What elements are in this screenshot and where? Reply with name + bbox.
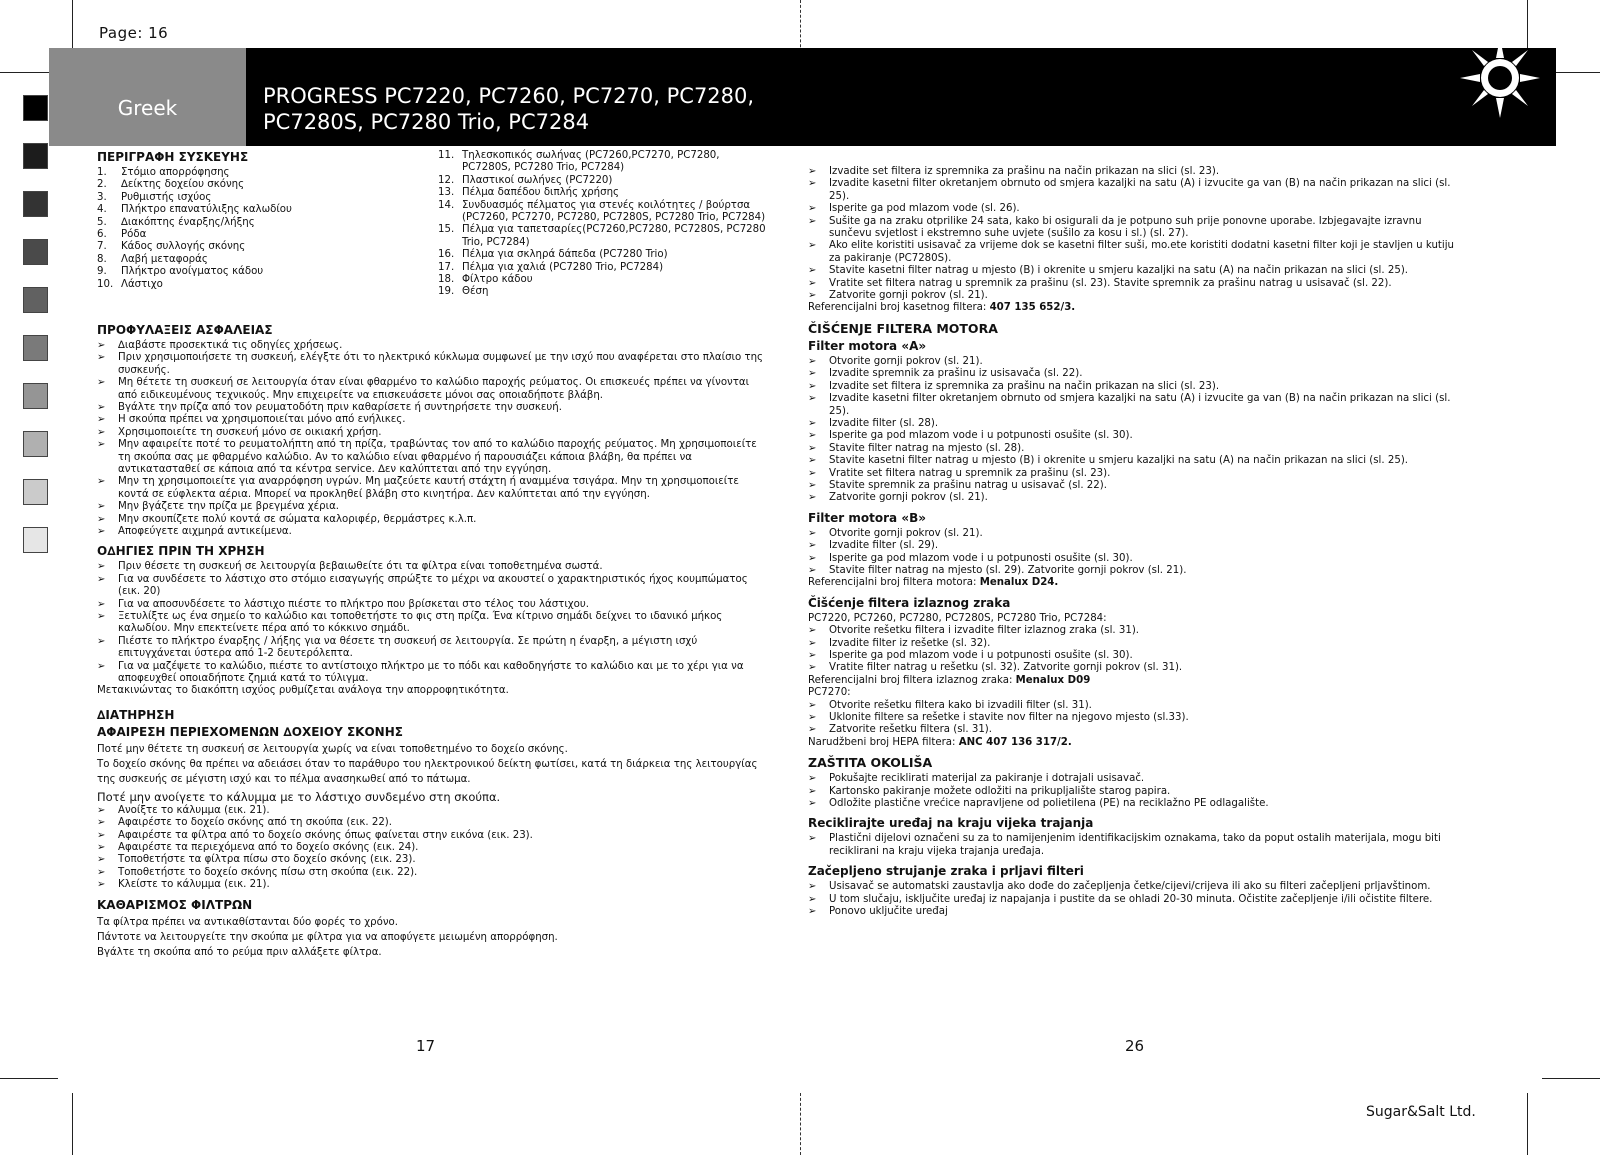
- bullet-item: ➢ Αφαιρέστε τα φίλτρα από το δοχείο σκόνης όπως φαίνεται στην εικόνα (εικ. 23).: [97, 830, 767, 842]
- bullet-item: ➢ Stavite kasetni filter natrag u mjesto (B) i okrenite u smjeru kazaljki na satu (A) na način prikazan na slici (sl. 25).: [808, 265, 1458, 277]
- bullet-item: ➢ Χρησιμοποιείτε τη συσκευή μόνο σε οικιακή χρήση.: [97, 427, 767, 439]
- bullet-item: ➢ Μην τη χρησιμοποιείτε για αναρρόφηση υγρών. Μη μαζεύετε καυτή στάχτη ή αναμμένα τσιγάρα. Μην τη χρησιμοποιείτε κοντά σε εύφλεκτα αέρια. Μπορεί να προκληθεί βλάβη στο κινητήρα. ∆εν καλύπτεται από την εγγύηση.: [97, 476, 767, 501]
- part-label: ∆είκτης δοχείου σκόνης: [121, 179, 245, 191]
- part-number: 7.: [97, 241, 107, 253]
- part-label: Κάδος συλλογής σκόνης: [121, 241, 246, 253]
- bullet-item: ➢ Zatvorite gornji pokrov (sl. 21).: [808, 492, 1458, 504]
- description-title: ΠΕΡΙΓΡΑΦΗ ΣΥΣΚΕΥΗΣ: [97, 150, 249, 164]
- bullet-item: ➢ Otvorite gornji pokrov (sl. 21).: [808, 356, 1458, 368]
- part-label: Πέλμα για χαλιά (PC7280 Trio, PC7284): [462, 261, 664, 273]
- color-swatch: [23, 431, 48, 457]
- motor-a-title: Filter motora «A»: [808, 338, 927, 353]
- motor-b-steps: [808, 528, 1458, 578]
- color-swatch: [23, 287, 48, 313]
- part-item: [438, 274, 767, 286]
- bullet-item: ➢ Stavite spremnik za prašinu natrag u usisavač (sl. 22).: [808, 480, 1458, 492]
- bullet-item: ➢ Vratite set filtera natrag u spremnik za prašinu (sl. 23). Stavite spremnik za prašinu natrag u usisavač (sl. 22).: [808, 278, 1458, 290]
- color-swatch: [23, 383, 48, 409]
- bullet-item: ➢ Izvadite set filtera iz spremnika za prašinu na način prikazan na slici (sl. 23).: [808, 166, 1458, 178]
- safety-title: ΠΡΟΦΥΛΑΞΕΙΣ ΑΣΦΑΛΕΙΑΣ: [97, 322, 273, 337]
- bullet-item: ➢ Izvadite filter (sl. 29).: [808, 540, 1458, 552]
- parts-list: [97, 167, 438, 291]
- ref-value: 407 135 652/3.: [989, 302, 1076, 314]
- bullet-item: ➢ Izvadite filter iz rešetke (sl. 32).: [808, 638, 1458, 650]
- part-label: Λάστιχο: [121, 278, 163, 290]
- pc7270-steps: [808, 700, 1458, 737]
- sun-logo-icon: [1460, 38, 1540, 118]
- part-item: [438, 249, 767, 261]
- page-number-left: 17: [416, 1037, 436, 1055]
- part-number: 12.: [438, 174, 455, 186]
- part-item: [97, 254, 438, 266]
- part-number: 10.: [97, 278, 114, 290]
- safety-list: [97, 340, 767, 539]
- part-item: [438, 200, 767, 225]
- part-item: [97, 179, 438, 191]
- bullet-item: ➢ Usisavač se automatski zaustavlja ako dođe do začepljenja četke/cijevi/crijeva ili ako su filteri začepljeni prljavštinom.: [808, 881, 1458, 893]
- blocked-steps: [808, 881, 1458, 918]
- bullet-item: ➢ Τοποθετήστε το δοχείο σκόνης πίσω στη σκούπα (εικ. 22).: [97, 867, 767, 879]
- bullet-item: ➢ Για να αποσυνδέσετε το λάστιχο πιέστε το πλήκτρο που βρίσκεται στο τέλος του λάστιχου.: [97, 599, 767, 611]
- ref-motor: [808, 577, 1458, 589]
- part-label: Φίλτρο κάδου: [462, 274, 533, 286]
- part-item: [438, 175, 767, 187]
- bullet-item: ➢ Vratite set filtera natrag u spremnik za prašinu (sl. 23).: [808, 468, 1458, 480]
- bullet-item: ➢ Βγάλτε την πρίζα από τον ρευματοδότη πριν καθαρίσετε ή συντηρήσετε την συσκευή.: [97, 402, 767, 414]
- environment-steps: [808, 773, 1458, 810]
- page-number-right: 26: [1125, 1037, 1145, 1055]
- outlet-title: Čišćenje filtera izlaznog zraka: [808, 595, 1011, 610]
- part-item: [97, 192, 438, 204]
- bullet-item: ➢ Stavite filter natrag na mjesto (sl. 29). Zatvorite gornji pokrov (sl. 21).: [808, 565, 1458, 577]
- bullet-item: ➢ Otvorite gornji pokrov (sl. 21).: [808, 528, 1458, 540]
- dust-paragraph: Το δοχείο σκόνης θα πρέπει να αδειάσει όταν το παράθυρο του ηλεκτρονικού δείκτη φωτίσει, κατά τη διάρκεια της λειτουργίας της συσκευής σε μέγιστη ισχύ και το πέλμα ανασηκωθεί από το πάτωμα.: [97, 758, 758, 785]
- ref-label: Referencijalni broj kasetnog filtera:: [808, 302, 990, 314]
- bullet-item: ➢ ∆ιαβάστε προσεκτικά τις οδηγίες χρήσεως.: [97, 340, 767, 352]
- part-label: Ρόδα: [121, 229, 147, 241]
- bullet-item: ➢ Zatvorite rešetku filtera (sl. 31).: [808, 724, 1458, 736]
- instructions-note: Μετακινώντας το διακόπτη ισχύος ρυθμίζεται ανάλογα την απορροφητικότητα.: [97, 685, 509, 697]
- bullet-item: ➢ Izvadite filter (sl. 28).: [808, 418, 1458, 430]
- ref-label: Referencijalni broj filtera motora:: [808, 577, 980, 589]
- recycle-steps: [808, 833, 1458, 858]
- bullet-item: ➢ Μη θέτετε τη συσκευή σε λειτουργία όταν είναι φθαρμένο το καλώδιο παροχής ρεύματος. Οι επισκευές πρέπει να γίνονται από ειδικευμένους τεχνικούς. Μην επιχειρείτε να επισκευάσετε μόνοι σας οποιαδήποτε βλάβη.: [97, 377, 767, 402]
- bullet-item: ➢ Πριν θέσετε τη συσκευή σε λειτουργία βεβαιωθείτε ότι τα φίλτρα είναι τοποθετημένα σωστά.: [97, 561, 767, 573]
- filter-title: ΚΑΘΑΡΙΣΜΟΣ ΦΙΛΤΡΩΝ: [97, 897, 253, 912]
- part-number: 15.: [438, 224, 455, 236]
- crop-mark: [1527, 1093, 1528, 1155]
- bullet-item: ➢ Izvadite kasetni filter okretanjem obrnuto od smjera kazaljki na satu (A) i izvucite ga van (B) na način prikazan na slici (sl. 25).: [808, 178, 1458, 203]
- bullet-item: ➢ Vratite filter natrag u rešetku (sl. 32). Zatvorite gornji pokrov (sl. 31).: [808, 662, 1458, 674]
- ref-value: Menalux D09: [1015, 674, 1091, 686]
- dust-paragraph: Ποτέ μην θέτετε τη συσκευή σε λειτουργία χωρίς να είναι τοποθετημένο το δοχείο σκόνης.: [97, 743, 568, 755]
- bullet-item: ➢ Μην σκουπίζετε πολύ κοντά σε σώματα καλοριφέρ, θερμάστρες κ.λ.π.: [97, 514, 767, 526]
- outlet-models: PC7220, PC7260, PC7280, PC7280S, PC7280 Trio, PC7284:: [808, 612, 1107, 624]
- color-swatch: [23, 527, 48, 553]
- bullet-item: ➢ Κλείστε το κάλυμμα (εικ. 21).: [97, 879, 767, 891]
- motor-b-title: Filter motora «B»: [808, 510, 926, 525]
- part-item: [97, 241, 438, 253]
- part-label: Ρυθμιστής ισχύος: [121, 191, 212, 203]
- part-label: Συνδυασμός πέλματος για στενές κοιλότητες / βούρτσα (PC7260, PC7270, PC7280, PC7280S, PC7280 Trio, PC7284): [462, 199, 766, 224]
- croatian-column: [808, 166, 1458, 919]
- bullet-item: ➢ U tom slučaju, isključite uređaj iz napajanja i pustite da se ohladi 20-30 minuta. Očistite začepljenje i/ili očistite filtere.: [808, 894, 1458, 906]
- bullet-item: ➢ Isperite ga pod mlazom vode i u potpunosti osušite (sl. 30).: [808, 553, 1458, 565]
- bullet-item: ➢ Isperite ga pod mlazom vode i u potpunosti osušite (sl. 30).: [808, 650, 1458, 662]
- crop-mark: [0, 1078, 58, 1079]
- part-number: 6.: [97, 229, 107, 241]
- bullet-item: ➢ Izvadite kasetni filter okretanjem obrnuto od smjera kazaljki na satu (A) i izvucite ga van (B) na način prikazan na slici (sl. 25).: [808, 393, 1458, 418]
- product-title: PROGRESS PC7220, PC7260, PC7270, PC7280, PC7280S, PC7280 Trio, PC7284: [263, 84, 755, 134]
- paragraph-line: Βγάλτε τη σκούπα από το ρεύμα πριν αλλάξετε φίλτρα.: [97, 946, 382, 958]
- bullet-item: ➢ Stavite kasetni filter natrag u mjesto (B) i okrenite u smjeru kazaljki na satu (A) na način prikazan na slici (sl. 25).: [808, 455, 1458, 467]
- bullet-item: ➢ Αφαιρέστε τα περιεχόμενα από το δοχείο σκόνης (εικ. 24).: [97, 842, 767, 854]
- part-label: Πέλμα για σκληρά δάπεδα (PC7280 Trio): [462, 249, 668, 261]
- bullet-item: ➢ Τοποθετήστε τα φίλτρα πίσω στο δοχείο σκόνης (εικ. 23).: [97, 854, 767, 866]
- language-label: Greek: [117, 96, 178, 120]
- part-label: Λαβή μεταφοράς: [121, 253, 208, 265]
- color-swatch: [23, 479, 48, 505]
- bullet-item: ➢ Μην βγάζετε την πρίζα με βρεγμένα χέρια.: [97, 501, 767, 513]
- paragraph-line: Πάντοτε να λειτουργείτε την σκούπα με φίλτρα για να αποφύγετε μειωμένη απορρόφηση.: [97, 931, 558, 943]
- motor-a-steps: [808, 356, 1458, 505]
- parts-list: [438, 150, 767, 299]
- bullet-item: ➢ Αφαιρέστε το δοχείο σκόνης από τη σκούπα (εικ. 22).: [97, 817, 767, 829]
- part-item: [97, 266, 438, 278]
- part-number: 18.: [438, 274, 455, 286]
- bullet-item: ➢ Plastični dijelovi označeni su za to namijenjenim identifikacijskim oznakama, tako da poput ostalih materijala, mogu biti reciklirani na kraju vijeka trajanja uređaja.: [808, 833, 1458, 858]
- bullet-item: ➢ Pokušajte reciklirati materijal za pakiranje i dotrajali usisavač.: [808, 773, 1458, 785]
- ref-label: Narudžbeni broj HEPA filtera:: [808, 736, 959, 748]
- part-number: 5.: [97, 216, 107, 228]
- bullet-item: ➢ Kartonsko pakiranje možete odložiti na prikupljalište starog papira.: [808, 786, 1458, 798]
- part-label: Πέλμα δαπέδου διπλής χρήσης: [462, 187, 620, 199]
- part-number: 3.: [97, 191, 107, 203]
- part-label: Πέλμα για ταπετσαρίες(PC7260,PC7280, PC7280S, PC7280 Trio, PC7284): [462, 224, 766, 248]
- part-item: [438, 286, 767, 298]
- hepa-ref: [808, 737, 1458, 749]
- greek-column: [97, 150, 767, 960]
- part-item: [97, 279, 438, 291]
- ref-cassette: [808, 302, 1458, 314]
- part-item: [97, 204, 438, 216]
- color-swatch: [23, 95, 48, 121]
- bullet-item: ➢ Isperite ga pod mlazom vode (sl. 26).: [808, 203, 1458, 215]
- crop-mark: [72, 1093, 73, 1155]
- crop-mark: [1542, 1078, 1600, 1079]
- color-swatch: [23, 335, 48, 361]
- part-number: 16.: [438, 249, 455, 261]
- part-number: 9.: [97, 266, 107, 278]
- part-label: Πλαστικοί σωλήνες (PC7220): [462, 174, 613, 186]
- part-number: 2.: [97, 179, 107, 191]
- bullet-item: ➢ Isperite ga pod mlazom vode i u potpunosti osušite (sl. 30).: [808, 430, 1458, 442]
- color-swatch: [23, 191, 48, 217]
- part-number: 19.: [438, 286, 455, 298]
- bullet-item: ➢ Αποφεύγετε αιχμηρά αντικείμενα.: [97, 526, 767, 538]
- bullet-item: ➢ Ανοίξτε το κάλυμμα (εικ. 21).: [97, 805, 767, 817]
- bullet-item: ➢ Πριν χρησιμοποιήσετε τη συσκευή, ελέγξτε ότι το ηλεκτρικό κύκλωμα συμφωνεί με την ισχύ που αναφέρεται στο πλαίσιο της συσκευής.: [97, 352, 767, 377]
- part-number: 17.: [438, 261, 455, 273]
- bullet-item: ➢ Πιέστε το πλήκτρο έναρξης / λήξης για να θέσετε τη συσκευή σε λειτουργία. Σε πρώτη η έναρξη, a μέγιστη ισχύ επιτυγχάνεται ύστερα από 1-2 δευτερόλεπτα.: [97, 636, 767, 661]
- bullet-item: ➢ Η σκούπα πρέπει να χρησιμοποιείται μόνο από ενήλικες.: [97, 414, 767, 426]
- bullet-item: ➢ Sušite ga na zraku otprilike 24 sata, kako bi osigurali da je potpuno suh prije ponovne uporabe. Izbjegavajte izravnu sunčevu svjetlost i ekstremno suhe uvjete (sušilo za kosu i sl.) (sl. 27).: [808, 216, 1458, 241]
- part-item: [438, 187, 767, 199]
- bullet-item: ➢ Ako elite koristiti usisavač za vrijeme dok se kasetni filter suši, mo.ete koristiti dodatni kasetni filter koji je stavljen u kutiju za pakiranje (PC7280S).: [808, 240, 1458, 265]
- color-swatch: [23, 143, 48, 169]
- blocked-title: Začepljeno strujanje zraka i prljavi filteri: [808, 864, 1084, 879]
- part-label: Πλήκτρο ανοίγματος κάδου: [121, 266, 264, 278]
- part-item: [438, 150, 767, 175]
- paragraph-line: Τα φίλτρα πρέπει να αντικαθίστανται δύο φορές το χρόνο.: [97, 916, 399, 928]
- instructions-title: Ο∆ΗΓΙΕΣ ΠΡΙΝ ΤΗ ΧΡΗΣΗ: [97, 544, 265, 559]
- bullet-item: ➢ Odložite plastične vrećice napravljene od polietilena (PE) na reciklažno PE odlagalište.: [808, 798, 1458, 810]
- filter-paragraphs: [97, 915, 767, 960]
- part-number: 13.: [438, 187, 455, 199]
- bullet-item: ➢ Για να συνδέσετε το λάστιχο στο στόμιο εισαγωγής σπρώξτε το μέχρι να ακουστεί ο χαρακτηριστικός ήχος κουμπώματος (εικ. 20): [97, 574, 767, 599]
- part-label: Τηλεσκοπικός σωλήνας (PC7260,PC7270, PC7280, PC7280S, PC7280 Trio, PC7284): [462, 150, 720, 174]
- bullet-item: ➢ Ponovo uključite uređaj: [808, 906, 1458, 918]
- part-number: 4.: [97, 204, 107, 216]
- part-item: [97, 167, 438, 179]
- bullet-item: ➢ Για να μαζέψετε το καλώδιο, πιέστε το αντίστοιχο πλήκτρο με το πόδι και καθοδηγήστε το καλώδιο και με το χέρι για να αποφευχθεί οποιαδήποτε ζημιά κατά το τύλιγμα.: [97, 661, 767, 686]
- company-name: Sugar&Salt Ltd.: [1366, 1104, 1476, 1120]
- maintenance-title: ∆ΙΑΤΗΡΗΣΗ: [97, 707, 175, 722]
- instructions-list: [97, 561, 767, 685]
- fold-line: [800, 1093, 801, 1155]
- bullet-item: ➢ Ξετυλίξτε ως ένα σημείο το καλώδιο και τοποθετήστε το φις στη πρίζα. Ένα κίτρινο σημάδι δείχνει το ιδανικό μήκος καλωδίου. Μην επεκτείνετε πέρα από το κόκκινο σημάδι.: [97, 611, 767, 636]
- recycle-title: Reciklirajte uređaj na kraju vijeka trajanja: [808, 816, 1094, 831]
- page-label: Page: 16: [99, 24, 169, 42]
- bullet-item: ➢ Zatvorite gornji pokrov (sl. 21).: [808, 290, 1458, 302]
- part-number: 1.: [97, 167, 107, 178]
- bullet-item: ➢ Uklonite filtere sa rešetke i stavite nov filter na njegovo mjesto (sl.33).: [808, 712, 1458, 724]
- bullet-item: ➢ Otvorite rešetku filtera i izvadite filter izlaznog zraka (sl. 31).: [808, 625, 1458, 637]
- environment-title: ZAŠTITA OKOLIŠA: [808, 755, 933, 771]
- part-number: 11.: [438, 150, 455, 161]
- ref-outlet: [808, 675, 1458, 687]
- color-swatch: [23, 239, 48, 265]
- bullet-item: ➢ Otvorite rešetku filtera kako bi izvadili filter (sl. 31).: [808, 700, 1458, 712]
- part-number: 8.: [97, 253, 107, 265]
- bullet-item: ➢ Izvadite spremnik za prašinu iz usisavača (sl. 22).: [808, 368, 1458, 380]
- part-label: Θέση: [462, 286, 489, 298]
- bullet-item: ➢ Stavite filter natrag na mjesto (sl. 28).: [808, 443, 1458, 455]
- part-item: [438, 224, 767, 249]
- ref-label: Referencijalni broj filtera izlaznog zraka:: [808, 674, 1016, 686]
- ref-value: ANC 407 136 317/2.: [958, 736, 1072, 748]
- outlet-steps: [808, 625, 1458, 675]
- part-label: ∆ιακόπτης έναρξης/λήξης: [121, 216, 255, 228]
- intro-steps-list: [808, 166, 1458, 302]
- ref-value: Menalux D24.: [979, 577, 1059, 589]
- bullet-item: ➢ Izvadite set filtera iz spremnika za prašinu na način prikazan na slici (sl. 23).: [808, 381, 1458, 393]
- dust-warning: Ποτέ μην ανοίγετε το κάλυμμα με το λάστιχο συνδεμένο στη σκούπα.: [97, 789, 501, 804]
- pc7270-label: PC7270:: [808, 687, 851, 699]
- part-item: [97, 217, 438, 229]
- part-label: Στόμιο απορρόφησης: [121, 167, 230, 178]
- part-item: [97, 229, 438, 241]
- part-label: Πλήκτρο επανατύλιξης καλωδίου: [121, 204, 292, 216]
- bullet-item: ➢ Μην αφαιρείτε ποτέ το ρευματολήπτη από τη πρίζα, τραβώντας τον από το καλώδιο παροχής ρεύματος. Μη χρησιμοποιείτε τη σκούπα σας με φθαρμένο καλώδιο. Αν το καλώδιο είναι φθαρμένο ή παρουσιάζει κάποια βλάβη, θα πρέπει να αντικατασταθεί σε κάποια από τα κέντρα service. ∆εν καλύπτεται από την εγγύηση.: [97, 439, 767, 476]
- dust-steps-list: [97, 805, 767, 892]
- motor-title: ČIŠĆENJE FILTERA MOTORA: [808, 320, 998, 336]
- part-item: [438, 262, 767, 274]
- dust-title: ΑΦΑΙΡΕΣΗ ΠΕΡΙΕΧΟΜΕΝΩΝ ∆ΟΧΕΙΟΥ ΣΚΟΝΗΣ: [97, 724, 403, 739]
- part-number: 14.: [438, 199, 455, 211]
